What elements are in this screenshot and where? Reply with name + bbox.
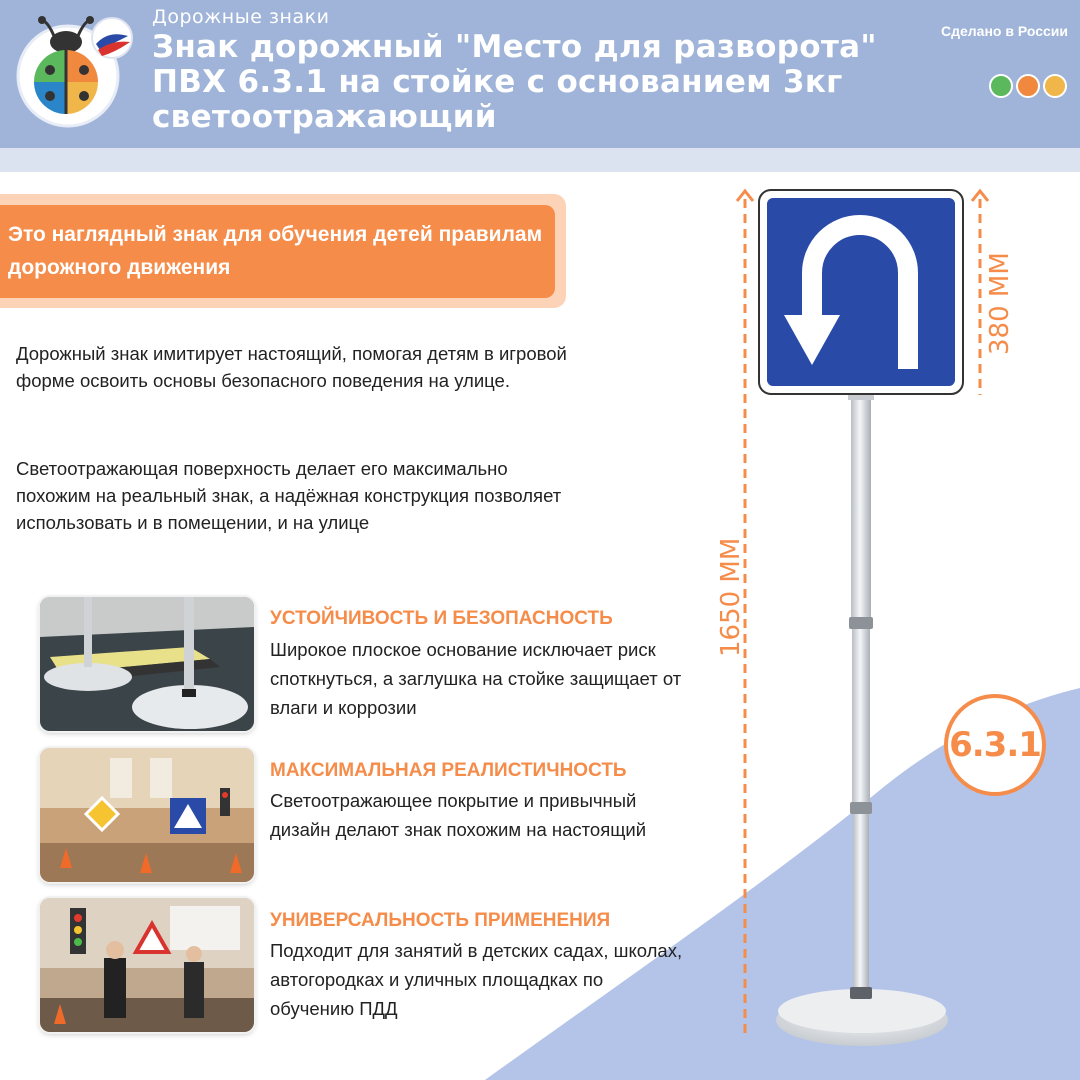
header-strip — [0, 148, 1080, 172]
feature-title-realism: МАКСИМАЛЬНАЯ РЕАЛИСТИЧНОСТЬ — [270, 760, 627, 781]
product-title: Знак дорожный "Место для разворота" ПВХ 6.3.1 на стойке с основанием 3кг светоотражающий — [152, 29, 877, 135]
made-in-russia-label: Сделано в России — [941, 23, 1068, 39]
ladybug-logo — [16, 14, 134, 132]
feature-title-stability: УСТОЙЧИВОСТЬ И БЕЗОПАСНОСТЬ — [270, 608, 613, 629]
color-dots — [986, 74, 1067, 98]
total-height-label: 1650 ММ — [716, 537, 746, 657]
feature-desc-stability: Широкое плоское основание исключает риск споткнуться, а заглушка на стойке защищает от влаги и коррозии — [270, 639, 682, 718]
callout-text: Это наглядный знак для обучения детей правилам дорожного движения — [8, 223, 543, 279]
description-paragraph-1: Дорожный знак имитирует настоящий, помогая детям в игровой форме освоить основы безопасного поведения на улице. — [16, 343, 567, 391]
sign-bases-photo — [40, 597, 254, 731]
feature-desc-realism: Светоотражающее покрытие и привычный дизайн делают знак похожим на настоящий — [270, 790, 647, 840]
feature-desc-versatility: Подходит для занятий в детских садах, школах, автогородках и уличных площадках по обучению ПДД — [270, 940, 683, 1019]
road-sign-on-stand — [750, 185, 980, 1055]
children-lesson-photo — [40, 898, 254, 1032]
sign-size-label: 380 ММ — [985, 252, 1015, 355]
dot-yellow — [1043, 74, 1067, 98]
dot-green — [989, 74, 1013, 98]
dot-orange — [1016, 74, 1040, 98]
description-paragraph-2: Светоотражающая поверхность делает его максимально похожим на реальный знак, а надёжная конструкция позволяет использовать и в помещении, и на улице — [16, 458, 562, 533]
feature-title-versatility: УНИВЕРСАЛЬНОСТЬ ПРИМЕНЕНИЯ — [270, 910, 611, 931]
traffic-classroom-photo — [40, 748, 254, 882]
sign-code-badge: 6.3.1 — [944, 694, 1046, 796]
category-label: Дорожные знаки — [152, 6, 330, 28]
